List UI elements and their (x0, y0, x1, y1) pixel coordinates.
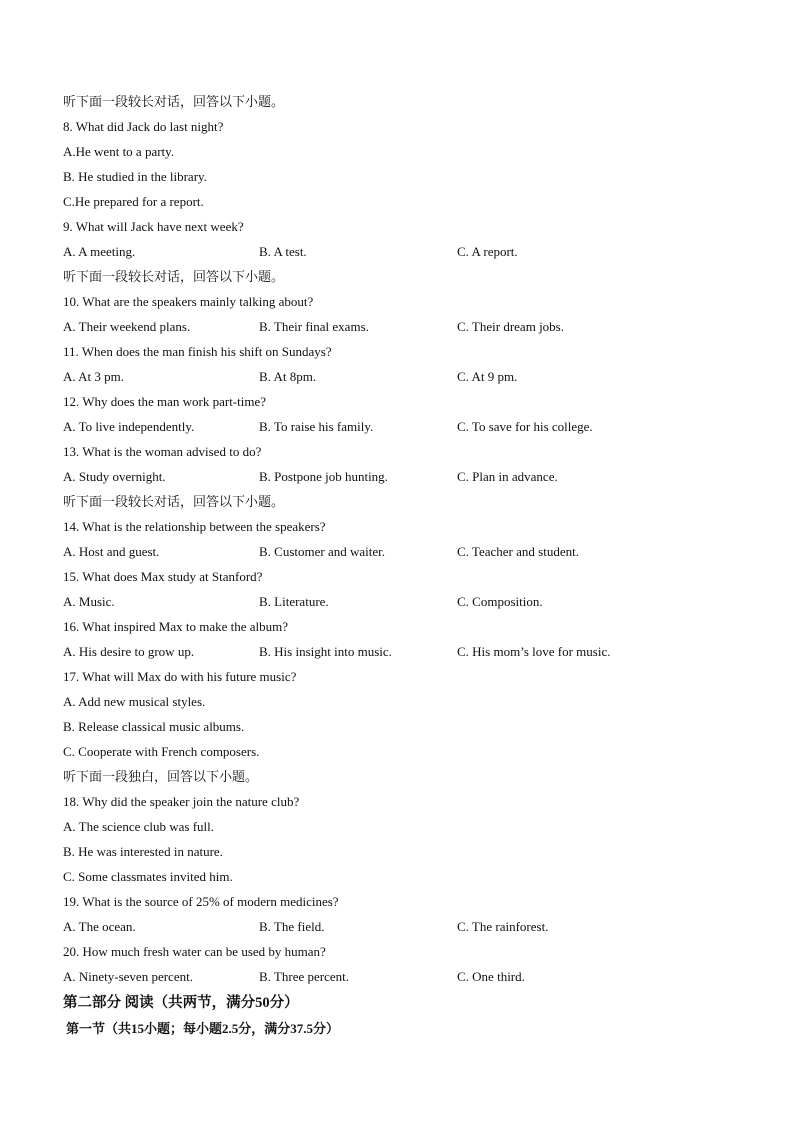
option-c: C. His mom’s love for music. (457, 644, 611, 659)
option-a: A. Ninety-seven percent. (63, 969, 193, 984)
options-row (63, 914, 743, 939)
option-b: B. At 8pm. (259, 369, 317, 384)
option-a: A. A meeting. (63, 244, 136, 259)
options-row (63, 414, 743, 439)
text-line: 11. When does the man finish his shift on Sundays? (63, 344, 332, 359)
text-line: 16. What inspired Max to make the album? (63, 619, 289, 634)
option-c: C. Plan in advance. (457, 469, 558, 484)
text-line: B. Release classical music albums. (63, 719, 245, 734)
text-line: A.He went to a party. (63, 144, 175, 159)
option-a: A. At 3 pm. (63, 369, 125, 384)
option-c: C. Teacher and student. (457, 544, 579, 559)
options-row (63, 589, 743, 614)
option-b: B. Customer and waiter. (259, 544, 386, 559)
text-line: B. He studied in the library. (63, 169, 207, 184)
text-line: 12. Why does the man work part-time? (63, 394, 267, 409)
option-c: C. Composition. (457, 594, 543, 609)
option-b: B. To raise his family. (259, 419, 374, 434)
text-line: 听下面一段较长对话，回答以下小题。 (63, 94, 285, 109)
option-c: C. One third. (457, 969, 525, 984)
text-line: 9. What will Jack have next week? (63, 219, 244, 234)
text-line: 14. What is the relationship between the speakers? (63, 519, 326, 534)
option-b: B. His insight into music. (259, 644, 392, 659)
text-line: 听下面一段独白，回答以下小题。 (63, 769, 259, 784)
text-line: 17. What will Max do with his future music? (63, 669, 297, 684)
option-c: C. The rainforest. (457, 919, 549, 934)
text-line: 18. Why did the speaker join the nature club? (63, 794, 300, 809)
option-b: B. A test. (259, 244, 307, 259)
option-b: B. The field. (259, 919, 325, 934)
text-line: 13. What is the woman advised to do? (63, 444, 262, 459)
text-line: 19. What is the source of 25% of modern medicines? (63, 894, 339, 909)
options-row (63, 964, 743, 989)
option-c: C. A report. (457, 244, 518, 259)
option-c: C. Their dream jobs. (457, 319, 564, 334)
option-b: B. Their final exams. (259, 319, 369, 334)
option-a: A. The ocean. (63, 919, 136, 934)
text-line: C. Cooperate with French composers. (63, 744, 260, 759)
text-line: 听下面一段较长对话，回答以下小题。 (63, 494, 285, 509)
document-page (63, 89, 743, 1042)
options-row (63, 639, 743, 664)
text-line: 听下面一段较长对话，回答以下小题。 (63, 269, 285, 284)
question-list (63, 89, 743, 989)
options-row (63, 314, 743, 339)
option-a: A. Host and guest. (63, 544, 160, 559)
option-a: A. To live independently. (63, 419, 195, 434)
option-c: C. To save for his college. (457, 419, 593, 434)
options-row (63, 364, 743, 389)
subsection-title: 第一节（共15小题；每小题2.5分，满分37.5分） (66, 1021, 340, 1036)
option-c: C. At 9 pm. (457, 369, 518, 384)
text-line: B. He was interested in nature. (63, 844, 223, 859)
option-b: B. Three percent. (259, 969, 349, 984)
options-row (63, 239, 743, 264)
text-line: 15. What does Max study at Stanford? (63, 569, 263, 584)
option-a: A. His desire to grow up. (63, 644, 195, 659)
text-line: A. Add new musical styles. (63, 694, 206, 709)
text-line: C.He prepared for a report. (63, 194, 204, 209)
text-line: C. Some classmates invited him. (63, 869, 233, 884)
options-row (63, 464, 743, 489)
section-title: 第二部分 阅读（共两节，满分50分） (63, 995, 299, 1011)
text-line: 20. How much fresh water can be used by human? (63, 944, 326, 959)
option-b: B. Postpone job hunting. (259, 469, 388, 484)
option-b: B. Literature. (259, 594, 329, 609)
option-a: A. Study overnight. (63, 469, 166, 484)
text-line: A. The science club was full. (63, 819, 215, 834)
options-row (63, 539, 743, 564)
option-a: A. Music. (63, 594, 115, 609)
text-line: 8. What did Jack do last night? (63, 119, 224, 134)
option-a: A. Their weekend plans. (63, 319, 191, 334)
text-line: 10. What are the speakers mainly talking about? (63, 294, 314, 309)
